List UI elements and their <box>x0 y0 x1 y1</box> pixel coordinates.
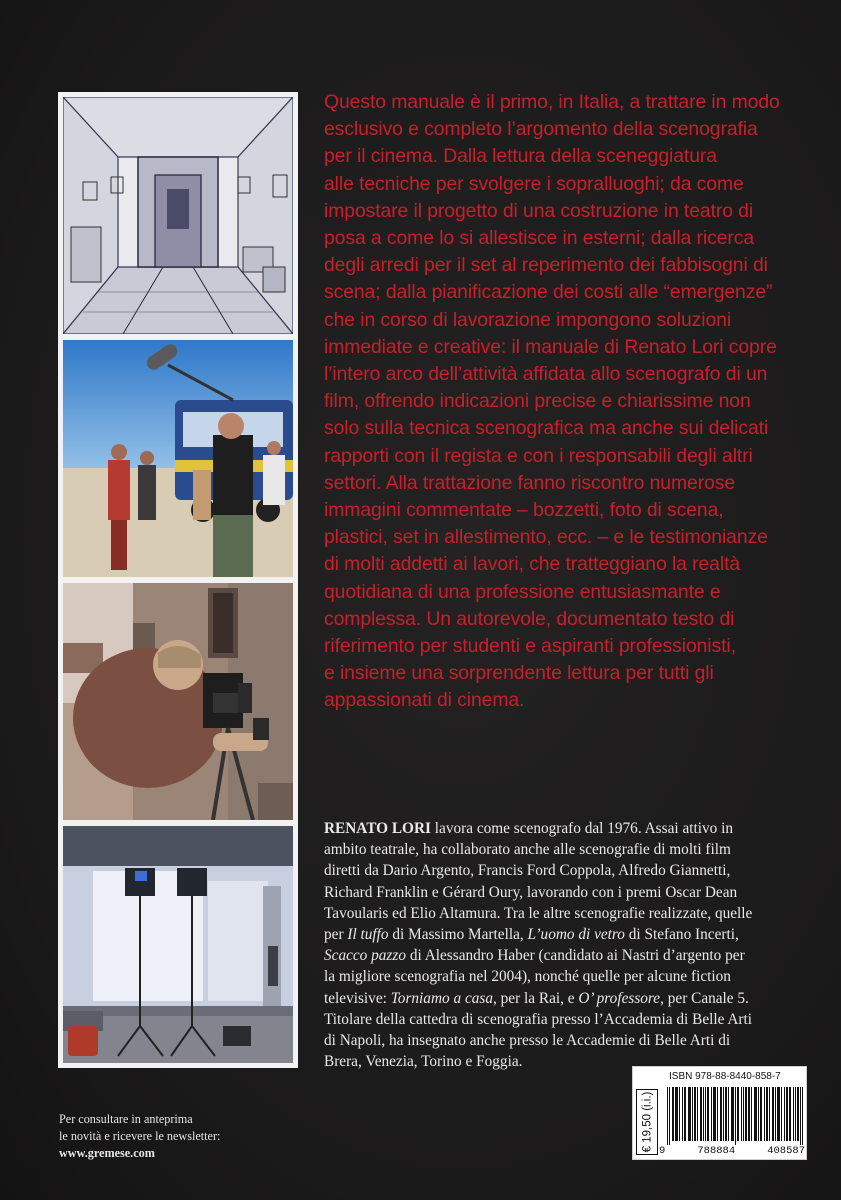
barcode-bar <box>711 1087 712 1141</box>
barcode-bar <box>798 1087 799 1141</box>
description-line: e insieme una sorprendente lettura per tutti gli <box>324 662 714 685</box>
description-line: Questo manuale è il primo, in Italia, a trattare in modo <box>324 91 780 113</box>
barcode-bar <box>714 1087 715 1141</box>
barcode-bar <box>797 1087 798 1141</box>
series-title: O’ professore <box>578 989 661 1007</box>
bio-line: ambito teatrale, ha collaborato anche alle scenografie di molti film <box>324 841 731 859</box>
barcode-bar <box>672 1087 673 1141</box>
barcode-bar <box>695 1087 696 1141</box>
barcode-bar <box>769 1087 770 1141</box>
barcode-bar <box>694 1087 695 1141</box>
barcode-label <box>632 1066 807 1160</box>
barcode-bar <box>781 1087 782 1141</box>
book-description <box>324 89 784 715</box>
barcode-bar <box>707 1087 708 1141</box>
barcode-bar <box>775 1087 776 1141</box>
barcode-bar <box>789 1087 790 1141</box>
description-line: impostare il progetto di una costruzione in teatro di <box>324 199 754 222</box>
barcode-bar <box>800 1087 801 1145</box>
description-line: rapporti con il regista e con i responsabili degli altri <box>324 444 753 467</box>
ean-group-2: 408587 <box>767 1145 805 1157</box>
barcode-bar <box>708 1087 709 1141</box>
barcode-bar <box>692 1087 693 1141</box>
newsletter-info <box>59 1111 319 1163</box>
barcode-bar <box>772 1087 773 1141</box>
barcode-bar <box>669 1087 670 1145</box>
bio-line: Scacco pazzo di Alessandro Haber (candidato ai Nastri d’argento per <box>324 947 745 965</box>
bio-line: Titolare della cattedra di scenografia presso l’Accademia di Belle Arti <box>324 1010 753 1028</box>
barcode-bar <box>728 1087 729 1141</box>
description-line: esclusivo e completo l’argomento della scenografia <box>324 118 758 141</box>
ean-first-digit: 9 <box>659 1145 666 1157</box>
barcode-bar <box>749 1087 750 1141</box>
barcode-bar <box>725 1087 726 1141</box>
barcode-bar <box>733 1087 734 1141</box>
barcode-bar <box>690 1087 691 1141</box>
set-sketch-photo <box>63 97 293 334</box>
barcode-bar <box>766 1087 767 1141</box>
barcode-bar <box>673 1087 674 1141</box>
info-line: le novità e ricevere le newsletter: <box>59 1129 221 1144</box>
barcode-bar <box>779 1087 780 1141</box>
bio-line: Richard Franklin e Gérard Oury, lavorando con i premi Oscar Dean <box>324 883 738 901</box>
barcode-bar <box>756 1087 757 1141</box>
studio-lights-photo <box>63 826 293 1063</box>
barcode-bar <box>778 1087 779 1141</box>
description-line: complessa. Un autorevole, documentato testo di <box>324 607 735 630</box>
barcode-bar <box>705 1087 706 1141</box>
barcode-bar <box>751 1087 752 1141</box>
barcode-bar <box>715 1087 716 1141</box>
barcode-bar <box>697 1087 698 1141</box>
barcode-bar <box>787 1087 788 1141</box>
barcode-bar <box>701 1087 702 1141</box>
bio-line: Brera, Venezia, Torino e Foggia. <box>324 1053 523 1071</box>
barcode-bar <box>764 1087 765 1141</box>
barcode-bar <box>760 1087 761 1141</box>
description-line: immagini commentate – bozzetti, foto di scena, <box>324 499 724 522</box>
description-line: immediate e creative: il manuale di Renato Lori copre <box>324 335 777 358</box>
barcode-bar <box>721 1087 722 1141</box>
barcode-bar <box>732 1087 733 1141</box>
description-line: settori. Alla trattazione fanno riscontro numerose <box>324 471 736 494</box>
barcode-bar <box>746 1087 747 1141</box>
barcode-bar <box>738 1087 739 1141</box>
barcode-bar <box>777 1087 778 1141</box>
barcode-bar <box>784 1087 785 1141</box>
author-bio <box>324 818 784 1072</box>
barcode-bar <box>676 1087 677 1141</box>
barcode-bar <box>755 1087 756 1141</box>
description-line: scena; dalla pianificazione dei costi alle “emergenze” <box>324 281 773 304</box>
barcode-bar <box>735 1087 736 1145</box>
isbn-text: ISBN 978-88-8440-858-7 <box>669 1071 781 1082</box>
bio-line: per Il tuffo di Massimo Martella, L’uomo di vetro di Stefano Incerti, <box>324 926 739 944</box>
barcode-bar <box>682 1087 683 1141</box>
bio-line: diretti da Dario Argento, Francis Ford Coppola, Alfredo Giannetti, <box>324 862 731 880</box>
barcode-bar <box>679 1087 680 1141</box>
barcode-bar <box>754 1087 755 1141</box>
barcode-bar <box>748 1087 749 1141</box>
barcode-bar <box>741 1087 742 1141</box>
info-line: Per consultare in anteprima <box>59 1112 193 1126</box>
description-line: quotidiana di una professione entusiasmante e <box>324 580 721 603</box>
price-box <box>636 1089 658 1155</box>
barcode-bar <box>723 1087 724 1141</box>
description-line: di molti addetti ai lavori, che tratteggiano la realtà <box>324 553 741 576</box>
description-line: posa a come lo si allestisce in esterni; dalla ricerca <box>324 227 755 250</box>
barcode-bar <box>720 1087 721 1141</box>
price-text: € 19,50 (i.i.) <box>641 1091 654 1153</box>
barcode-bar <box>713 1087 714 1141</box>
ean-group-1: 788884 <box>697 1145 736 1157</box>
description-line: riferimento per studenti e aspiranti professionisti, <box>324 635 736 658</box>
film-title: Scacco pazzo <box>324 947 406 965</box>
barcode-bar <box>717 1087 718 1141</box>
barcode-bar <box>767 1087 768 1141</box>
bio-line: Tavoularis ed Elio Altamura. Tra le altre scenografie realizzate, quelle <box>324 904 753 922</box>
outdoor-shoot-photo <box>63 340 293 577</box>
barcode-bar <box>745 1087 746 1141</box>
barcode-bar <box>786 1087 787 1141</box>
film-title: L’uomo di vetro <box>527 926 625 944</box>
barcode-bar <box>773 1087 774 1141</box>
barcode-bar <box>685 1087 686 1141</box>
bio-line: la migliore scenografia nel 2004), nonché quelle per alcune fiction <box>324 968 731 986</box>
barcode-bar <box>761 1087 762 1141</box>
barcode-bar <box>689 1087 690 1141</box>
description-line: degli arredi per il set al reperimento dei fabbisogni di <box>324 254 768 277</box>
barcode-bar <box>795 1087 796 1141</box>
description-line: plastici, set in allestimento, ecc. – e le testimonianze <box>324 526 768 549</box>
barcode-bar <box>802 1087 803 1145</box>
camera-operator-photo <box>63 583 293 820</box>
description-line: solo sulla tecnica scenografica ma anche sui delicati <box>324 417 769 440</box>
barcode-bar <box>726 1087 727 1141</box>
bio-line: RENATO LORI lavora come scenografo dal 1976. Assai attivo in <box>324 820 733 837</box>
series-title: Torniamo a casa <box>390 989 493 1007</box>
barcode-bar <box>700 1087 701 1141</box>
author-name: RENATO LORI <box>324 820 431 837</box>
film-title: Il tuffo <box>347 926 389 944</box>
barcode-bar <box>675 1087 676 1141</box>
barcode-bar <box>737 1087 738 1141</box>
barcode-bar <box>758 1087 759 1141</box>
barcode-bar <box>703 1087 704 1141</box>
barcode-bar <box>793 1087 794 1141</box>
barcode-bar <box>688 1087 689 1141</box>
barcode-bar <box>731 1087 732 1141</box>
bio-line: di Napoli, ha insegnato anche presso le Accademie di Belle Arti di <box>324 1032 731 1050</box>
photo-column <box>58 92 298 1068</box>
description-line: film, offrendo indicazioni precise e chiarissime non <box>324 390 751 413</box>
description-line: per il cinema. Dalla lettura della sceneggiatura <box>324 145 717 168</box>
bio-line: televisive: Torniamo a casa, per la Rai, e O’ professore, per Canale 5. <box>324 989 749 1007</box>
description-line: appassionati di cinema. <box>324 689 525 712</box>
barcode-bar <box>684 1087 685 1141</box>
description-line: alle tecniche per svolgere i sopralluoghi; da come <box>324 172 744 195</box>
barcode-bar <box>743 1087 744 1141</box>
description-line: che in corso di lavorazione impongono soluzioni <box>324 308 732 331</box>
barcode-bars <box>667 1087 803 1145</box>
description-line: l’intero arco dell’attività affidata allo scenografo di un <box>324 363 768 386</box>
barcode-bar <box>790 1087 791 1141</box>
barcode-bar <box>677 1087 678 1141</box>
ean-digits <box>659 1145 805 1157</box>
barcode-bar <box>667 1087 668 1145</box>
website-link[interactable]: www.gremese.com <box>59 1146 155 1161</box>
